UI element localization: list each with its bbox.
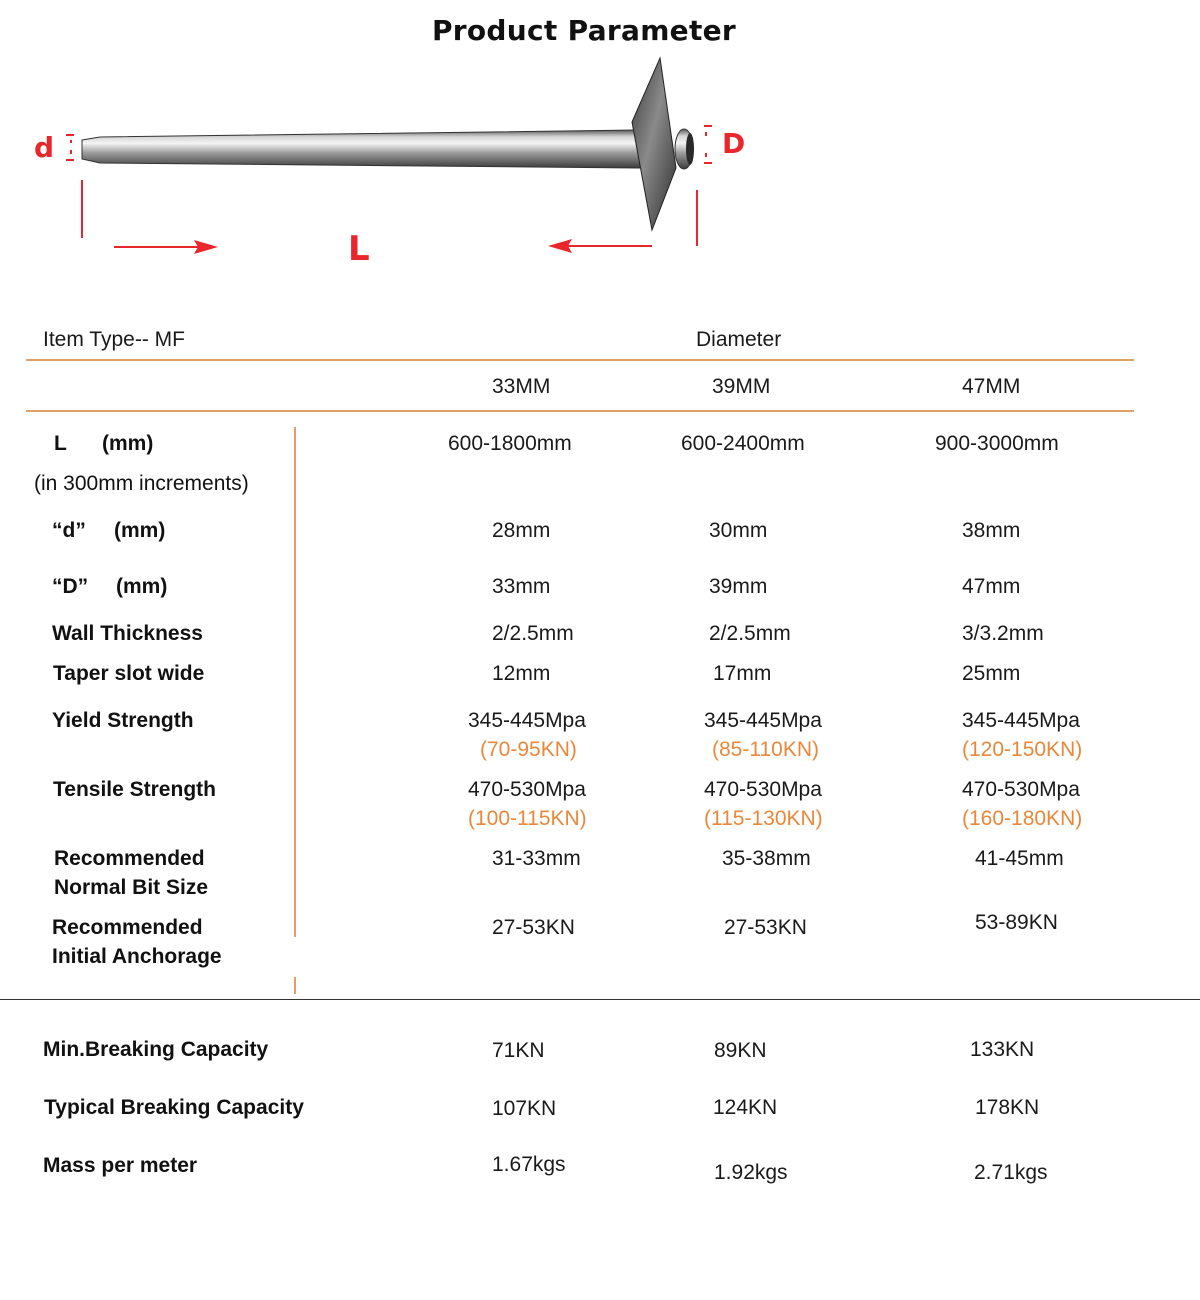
D-dimension-label: D bbox=[722, 127, 746, 160]
cell-tensile-47: 470-530Mpa bbox=[962, 778, 1080, 801]
row-unit-D: (mm) bbox=[116, 575, 168, 598]
row-label-yield-strength: Yield Strength bbox=[52, 709, 194, 732]
row-label-anchorage-1: Recommended bbox=[52, 916, 203, 939]
row-label-anchorage-2: Initial Anchorage bbox=[52, 945, 222, 968]
row-label-bit-size-2: Normal Bit Size bbox=[54, 876, 209, 899]
row-label-min-breaking: Min.Breaking Capacity bbox=[43, 1038, 269, 1061]
row-label-bit-size-1: Recommended bbox=[54, 847, 205, 870]
cell-mass-47: 2.71kgs bbox=[974, 1161, 1048, 1184]
cell-wall-33: 2/2.5mm bbox=[492, 622, 574, 645]
cell-D-33: 33mm bbox=[492, 575, 551, 598]
cell-anchorage-47: 53-89KN bbox=[975, 911, 1058, 934]
row-label-D: “D” bbox=[52, 575, 89, 598]
cell-min-break-47: 133KN bbox=[970, 1038, 1035, 1061]
cell-yield-33: 345-445Mpa bbox=[468, 709, 586, 732]
section-divider bbox=[0, 999, 1200, 1000]
cell-d-39: 30mm bbox=[709, 519, 768, 542]
cell-yield-kn-33: (70-95KN) bbox=[480, 738, 577, 761]
cell-min-break-39: 89KN bbox=[714, 1039, 767, 1062]
row-label-L: L bbox=[54, 432, 67, 455]
column-divider bbox=[294, 427, 296, 937]
row-label-mass-per-meter: Mass per meter bbox=[43, 1154, 198, 1177]
cell-typ-break-39: 124KN bbox=[713, 1096, 778, 1119]
cell-min-break-33: 71KN bbox=[492, 1039, 545, 1062]
cell-tensile-kn-33: (100-115KN) bbox=[468, 807, 587, 830]
cell-d-47: 38mm bbox=[962, 519, 1021, 542]
bearing-plate bbox=[632, 58, 676, 230]
cell-taper-47: 25mm bbox=[962, 662, 1021, 685]
row-label-taper-slot: Taper slot wide bbox=[53, 662, 205, 685]
cell-taper-39: 17mm bbox=[713, 662, 772, 685]
row-label-typical-breaking: Typical Breaking Capacity bbox=[44, 1096, 304, 1119]
tube-body bbox=[82, 130, 640, 168]
row-label-d: “d” bbox=[52, 519, 86, 542]
cell-L-47: 900-3000mm bbox=[935, 432, 1059, 455]
cell-anchorage-39: 27-53KN bbox=[724, 916, 807, 939]
cell-wall-47: 3/3.2mm bbox=[962, 622, 1044, 645]
cell-yield-kn-39: (85-110KN) bbox=[712, 738, 819, 761]
diameter-heading: Diameter bbox=[696, 328, 782, 351]
L-dimension-label: L bbox=[348, 229, 370, 269]
col-header-39: 39MM bbox=[712, 375, 771, 398]
row-note-L: (in 300mm increments) bbox=[34, 472, 249, 495]
col-header-33: 33MM bbox=[492, 375, 551, 398]
row-unit-L: (mm) bbox=[102, 432, 154, 455]
header-rule-bottom bbox=[26, 410, 1134, 412]
header-rule-top bbox=[26, 359, 1134, 361]
cell-mass-39: 1.92kgs bbox=[714, 1161, 788, 1184]
cell-tensile-kn-39: (115-130KN) bbox=[704, 807, 823, 830]
cell-yield-kn-47: (120-150KN) bbox=[962, 738, 1083, 761]
cell-bit-39: 35-38mm bbox=[722, 847, 811, 870]
page-title: Product Parameter bbox=[431, 14, 737, 47]
cell-d-33: 28mm bbox=[492, 519, 551, 542]
column-divider-tail bbox=[294, 977, 296, 994]
cell-D-39: 39mm bbox=[709, 575, 768, 598]
cell-anchorage-33: 27-53KN bbox=[492, 916, 575, 939]
cell-wall-39: 2/2.5mm bbox=[709, 622, 791, 645]
cell-yield-39: 345-445Mpa bbox=[704, 709, 822, 732]
cell-mass-33: 1.67kgs bbox=[492, 1153, 566, 1176]
cell-L-39: 600-2400mm bbox=[681, 432, 805, 455]
cell-yield-47: 345-445Mpa bbox=[962, 709, 1080, 732]
cell-bit-33: 31-33mm bbox=[492, 847, 581, 870]
row-label-wall-thickness: Wall Thickness bbox=[52, 622, 203, 645]
cell-taper-33: 12mm bbox=[492, 662, 551, 685]
cell-typ-break-33: 107KN bbox=[492, 1097, 557, 1120]
item-type-label: Item Type-- MF bbox=[43, 328, 185, 351]
d-dimension-label: d bbox=[34, 131, 55, 164]
cell-L-33: 600-1800mm bbox=[448, 432, 572, 455]
row-unit-d: (mm) bbox=[114, 519, 166, 542]
cell-typ-break-47: 178KN bbox=[975, 1096, 1040, 1119]
row-label-tensile-strength: Tensile Strength bbox=[53, 778, 216, 801]
cell-tensile-33: 470-530Mpa bbox=[468, 778, 586, 801]
cell-tensile-39: 470-530Mpa bbox=[704, 778, 822, 801]
col-header-47: 47MM bbox=[962, 375, 1021, 398]
cell-tensile-kn-47: (160-180KN) bbox=[962, 807, 1083, 830]
product-diagram bbox=[0, 50, 800, 270]
cell-D-47: 47mm bbox=[962, 575, 1021, 598]
cell-bit-47: 41-45mm bbox=[975, 847, 1064, 870]
